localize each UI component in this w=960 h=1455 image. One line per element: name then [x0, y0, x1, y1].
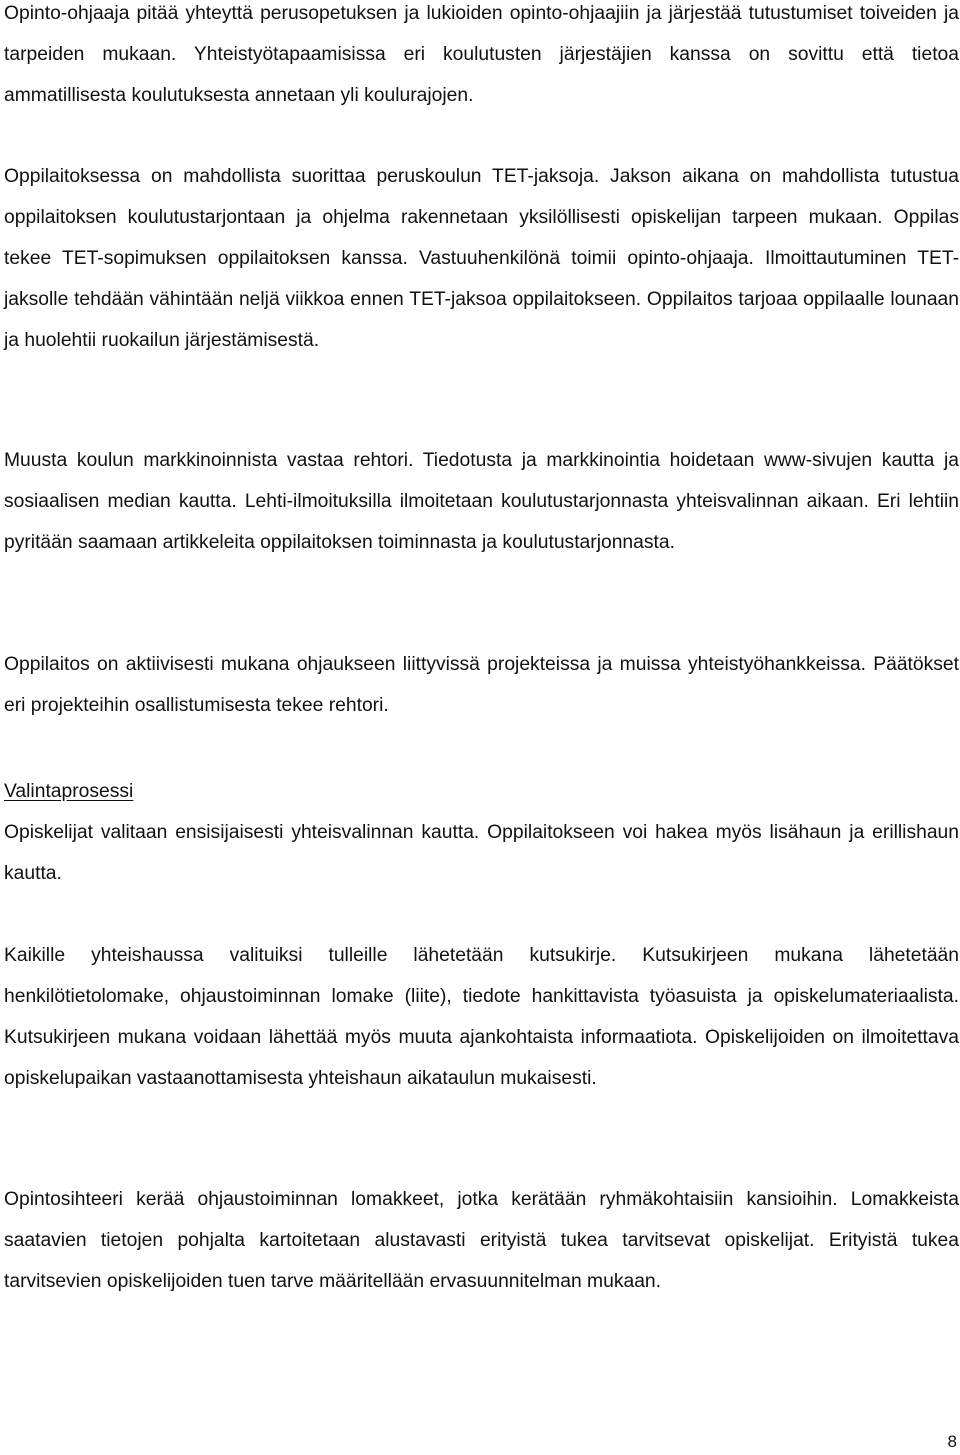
paragraph-invitation-letter: Kaikille yhteishaussa valituiksi tulleille lähetetään kutsukirje. Kutsukirjeen mukana lähetetään henkilötietolomake, ohjaustoiminnan lomake (liite), tiedote hankittavista työasuista ja opiskelumateriaalista. Kutsukirjeen mukana voidaan lähettää myös muuta ajankohtaista informaatiota. Opiskelijoiden on ilmoitettava opiskelupaikan vastaanottamisesta yhteishaun aikataulun mukaisesti. — [4, 945, 959, 1089]
paragraph-projects: Oppilaitos on aktiivisesti mukana ohjaukseen liittyvissä projekteissa ja muissa yhteistyöhankkeissa. Päätökset eri projekteihin osallistumisesta tekee rehtori. — [4, 654, 959, 716]
paragraph-student-selection: Opiskelijat valitaan ensisijaisesti yhteisvalinnan kautta. Oppilaitokseen voi hakea myös lisähaun ja erillishaun kautta. — [4, 822, 959, 884]
section-heading-selection-process: Valintaprosessi — [4, 781, 134, 802]
paragraph-forms-collection: Opintosihteeri kerää ohjaustoiminnan lomakkeet, jotka kerätään ryhmäkohtaisiin kansioihin. Lomakkeista saatavien tietojen pohjalta kartoitetaan alustavasti erityistä tukea tarvitsevat opiskelijat. Erityistä tukea tarvitsevien opiskelijoiden tuen tarve määritellään ervasuunnitelman mukaan. — [4, 1189, 959, 1292]
paragraph-guidance-cooperation: Opinto-ohjaaja pitää yhteyttä perusopetuksen ja lukioiden opinto-ohjaajiin ja järjestää tutustumiset toiveiden ja tarpeiden mukaan. Yhteistyötapaamisissa eri koulutusten järjestäjien kanssa on sovittu että tietoa ammatillisesta koulutuksesta annetaan yli koulurajojen. — [4, 3, 959, 106]
paragraph-tet-periods: Oppilaitoksessa on mahdollista suorittaa peruskoulun TET-jaksoja. Jakson aikana on mahdollista tutustua oppilaitoksen koulutustarjontaan ja ohjelma rakennetaan yksilöllisesti opiskelijan tarpeen mukaan. Oppilas tekee TET-sopimuksen oppilaitoksen kanssa. Vastuuhenkilönä toimii opinto-ohjaaja. Ilmoittautuminen TET-jaksolle tehdään vähintään neljä viikkoa ennen TET-jaksoa oppilaitokseen. Oppilaitos tarjoaa oppilaalle lounaan ja huolehtii ruokailun järjestämisestä. — [4, 166, 959, 351]
page-number: 8 — [947, 1432, 957, 1451]
paragraph-marketing: Muusta koulun markkinoinnista vastaa rehtori. Tiedotusta ja markkinointia hoidetaan www-sivujen kautta ja sosiaalisen median kautta. Lehti-ilmoituksilla ilmoitetaan koulutustarjonnasta yhteisvalinnan aikaan. Eri lehtiin pyritään saamaan artikkeleita oppilaitoksen toiminnasta ja koulutustarjonnasta. — [4, 450, 959, 553]
